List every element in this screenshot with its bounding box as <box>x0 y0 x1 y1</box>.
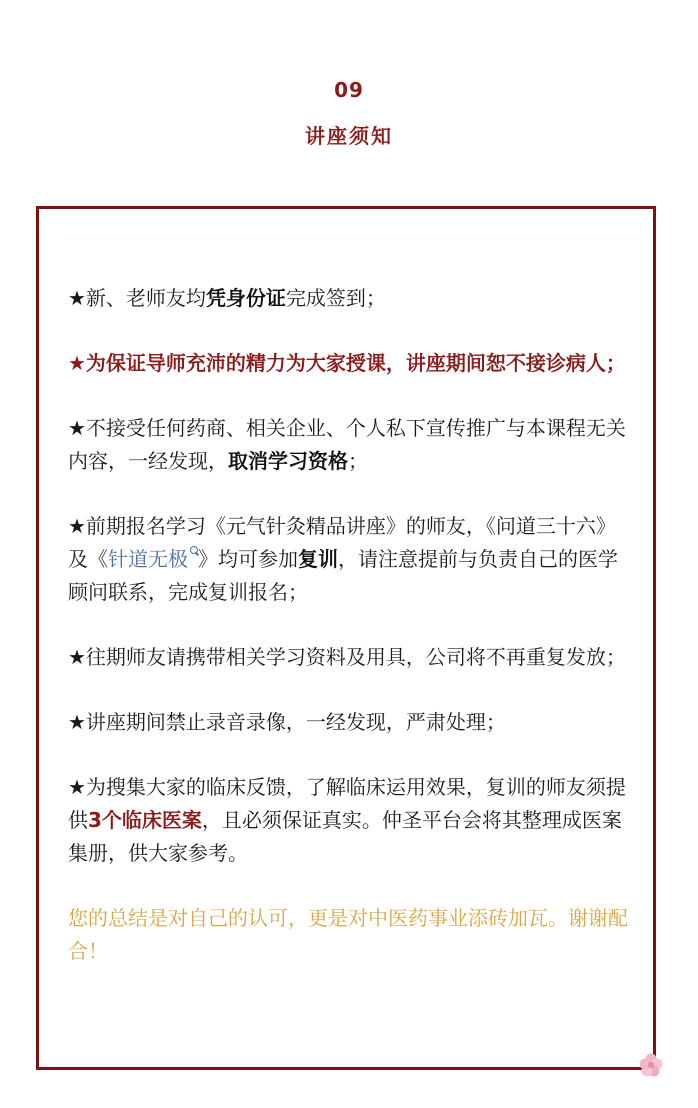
case-count-emphasis: 3个临床医案 <box>88 808 202 832</box>
section-number: 09 <box>334 78 364 102</box>
notice-item-retraining: ★前期报名学习《元气针灸精品讲座》的师友，《问道三十六》及《针道无极 》均可参加复训，请注意提前与负责自己的医学顾问联系，完成复训报名； <box>68 514 618 604</box>
notice-content <box>68 282 630 1000</box>
id-card-emphasis: 凭身份证 <box>205 286 286 310</box>
zhendao-wuji-link[interactable]: 针道无极 <box>108 547 198 571</box>
retraining-emphasis: 复训 <box>298 547 338 571</box>
disqualify-emphasis: 取消学习资格 <box>228 449 348 473</box>
search-icon <box>190 546 198 554</box>
flower-icon <box>638 1052 664 1078</box>
notice-item-no-patients: ★为保证导师充沛的精力为大家授课，讲座期间恕不接诊病人； <box>68 351 626 375</box>
closing-message: 您的总结是对自己的认可，更是对中医药事业添砖加瓦。谢谢配合！ <box>68 906 628 963</box>
notice-item-signin: ★新、老师友均凭身份证完成签到； <box>68 286 386 310</box>
notice-item-no-promotion: ★不接受任何药商、相关企业、个人私下宣传推广与本课程无关内容，一经发现，取消学习资格； <box>68 416 626 473</box>
section-title: 讲座须知 <box>305 124 393 148</box>
notice-item-materials: ★往期师友请携带相关学习资料及用具，公司将不再重复发放； <box>68 645 626 669</box>
notice-item-case-reports: ★为搜集大家的临床反馈，了解临床运用效果，复训的师友须提供3个临床医案，且必须保证真实。仲圣平台会将其整理成医案集册，供大家参考。 <box>68 775 626 865</box>
notice-item-no-recording: ★讲座期间禁止录音录像，一经发现，严肃处理； <box>68 710 506 734</box>
